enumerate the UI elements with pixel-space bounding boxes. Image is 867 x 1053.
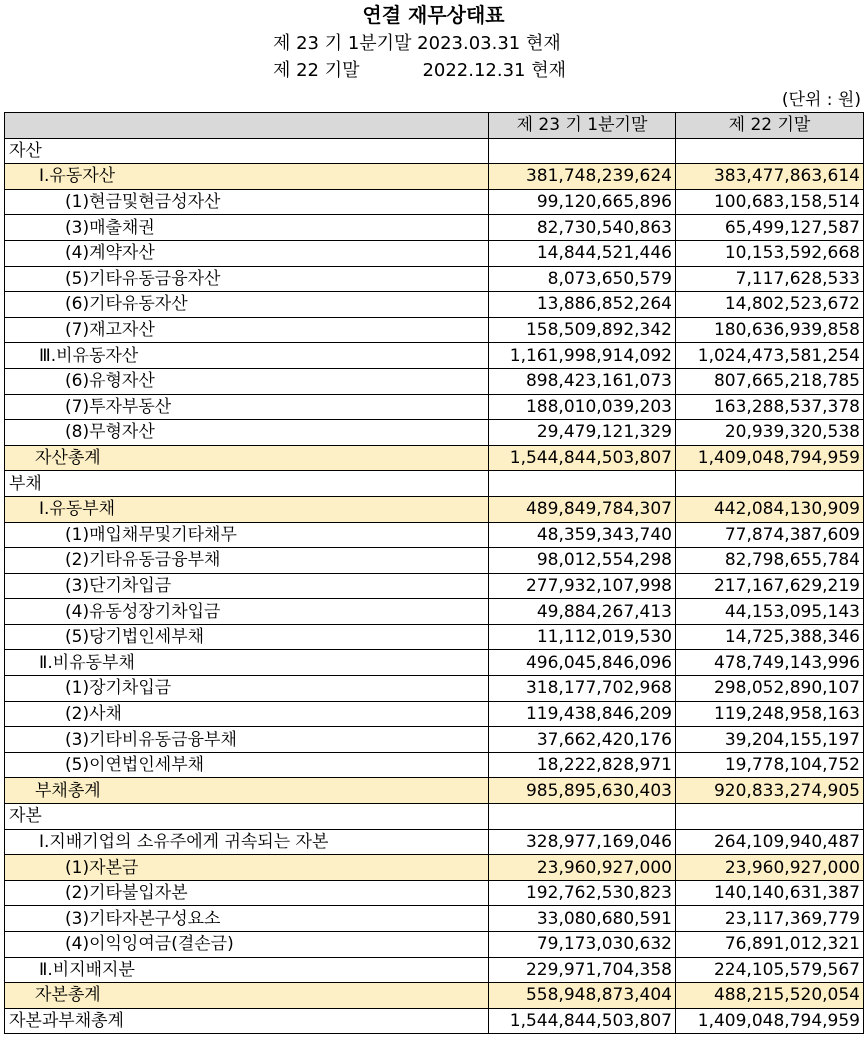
table-row [5, 138, 864, 164]
table-row [5, 829, 864, 855]
table-row [5, 368, 864, 394]
row-label: (3)기타비유동금융부채 [5, 727, 489, 753]
prior-period-value: 217,167,629,219 [676, 573, 864, 599]
row-label: Ⅰ.유동부채 [5, 496, 489, 522]
current-period-value: 1,161,998,914,092 [489, 343, 676, 369]
header-item [5, 113, 489, 139]
row-label: Ⅰ.지배기업의 소유주에게 귀속되는 자본 [5, 829, 489, 855]
prior-period-value: 1,024,473,581,254 [676, 343, 864, 369]
header-prior-period: 제 22 기말 [676, 113, 864, 139]
current-period-value: 898,423,161,073 [489, 368, 676, 394]
current-period-value: 82,730,540,863 [489, 215, 676, 241]
prior-period-value: 19,778,104,752 [676, 752, 864, 778]
table-header-row [5, 113, 864, 139]
table-row [5, 240, 864, 266]
table-row [5, 292, 864, 318]
prior-period-value: 20,939,320,538 [676, 420, 864, 446]
table-row [5, 420, 864, 446]
table-row [5, 624, 864, 650]
current-period-value [489, 138, 676, 164]
current-period-value: 558,948,873,404 [489, 983, 676, 1009]
row-label: (6)기타유동자산 [5, 292, 489, 318]
row-label: Ⅱ.비지배지분 [5, 957, 489, 983]
table-row [5, 701, 864, 727]
prior-period-value: 264,109,940,487 [676, 829, 864, 855]
prior-period-value: 119,248,958,163 [676, 701, 864, 727]
table-row [5, 804, 864, 830]
table-row [5, 676, 864, 702]
current-period-value: 1,544,844,503,807 [489, 1008, 676, 1034]
current-period-value: 29,479,121,329 [489, 420, 676, 446]
table-row [5, 471, 864, 497]
current-period-value: 99,120,665,896 [489, 189, 676, 215]
current-period-value: 13,886,852,264 [489, 292, 676, 318]
prior-period-value: 1,409,048,794,959 [676, 445, 864, 471]
prior-period-value: 298,052,890,107 [676, 676, 864, 702]
report-header [0, 0, 867, 112]
current-period-value: 328,977,169,046 [489, 829, 676, 855]
row-label: Ⅲ.비유동자산 [5, 343, 489, 369]
prior-period-value: 163,288,537,378 [676, 394, 864, 420]
current-period-value: 119,438,846,209 [489, 701, 676, 727]
prior-period-value: 39,204,155,197 [676, 727, 864, 753]
current-period-value: 8,073,650,579 [489, 266, 676, 292]
row-label: (5)이연법인세부채 [5, 752, 489, 778]
prior-period-value: 82,798,655,784 [676, 548, 864, 574]
row-label: 자본과부채총계 [5, 1008, 489, 1034]
current-period-value: 489,849,784,307 [489, 496, 676, 522]
table-row [5, 394, 864, 420]
table-row [5, 599, 864, 625]
table-row [5, 983, 864, 1009]
table-row [5, 778, 864, 804]
row-label: (8)무형자산 [5, 420, 489, 446]
current-period-value: 37,662,420,176 [489, 727, 676, 753]
current-period-value: 11,112,019,530 [489, 624, 676, 650]
current-period-value: 18,222,828,971 [489, 752, 676, 778]
prior-period-value: 77,874,387,609 [676, 522, 864, 548]
table-row [5, 189, 864, 215]
prior-period-value: 100,683,158,514 [676, 189, 864, 215]
row-label: (6)유형자산 [5, 368, 489, 394]
prior-period-value: 1,409,048,794,959 [676, 1008, 864, 1034]
table-row [5, 496, 864, 522]
table-row [5, 445, 864, 471]
current-period-value: 318,177,702,968 [489, 676, 676, 702]
table-row [5, 164, 864, 190]
row-label: Ⅰ.유동자산 [5, 164, 489, 190]
current-period-value: 33,080,680,591 [489, 906, 676, 932]
table-row [5, 752, 864, 778]
prior-period-value: 478,749,143,996 [676, 650, 864, 676]
table-row [5, 855, 864, 881]
prior-period-value [676, 471, 864, 497]
row-label: 자산총계 [5, 445, 489, 471]
prior-period-value: 383,477,863,614 [676, 164, 864, 190]
row-label: 자본 [5, 804, 489, 830]
current-period-value: 158,509,892,342 [489, 317, 676, 343]
row-label: 자본총계 [5, 983, 489, 1009]
row-label: (2)기타유동금융부채 [5, 548, 489, 574]
row-label: (5)기타유동금융자산 [5, 266, 489, 292]
current-period-value: 49,884,267,413 [489, 599, 676, 625]
prior-period-value: 23,117,369,779 [676, 906, 864, 932]
table-row [5, 957, 864, 983]
prior-period-value: 65,499,127,587 [676, 215, 864, 241]
current-period-value: 496,045,846,096 [489, 650, 676, 676]
row-label: (5)당기법인세부채 [5, 624, 489, 650]
header-current-period: 제 23 기 1분기말 [489, 113, 676, 139]
row-label: 부채총계 [5, 778, 489, 804]
row-label: 자산 [5, 138, 489, 164]
current-period-value: 98,012,554,298 [489, 548, 676, 574]
unit-label: (단위 : 원) [781, 90, 861, 110]
table-row [5, 650, 864, 676]
prior-period-value: 180,636,939,858 [676, 317, 864, 343]
row-label: (1)매입채무및기타채무 [5, 522, 489, 548]
prior-period-value [676, 804, 864, 830]
prior-period-value: 442,084,130,909 [676, 496, 864, 522]
prior-period-value: 140,140,631,387 [676, 880, 864, 906]
prior-period-value: 14,725,388,346 [676, 624, 864, 650]
current-period-value: 48,359,343,740 [489, 522, 676, 548]
current-period-value: 188,010,039,203 [489, 394, 676, 420]
period-prior: 제 22 기말 2022.12.31 현재 [273, 60, 567, 81]
prior-period-value: 488,215,520,054 [676, 983, 864, 1009]
table-body [5, 138, 864, 1034]
row-label: (1)장기차입금 [5, 676, 489, 702]
prior-period-value: 76,891,012,321 [676, 932, 864, 958]
row-label: (7)재고자산 [5, 317, 489, 343]
row-label: Ⅱ.비유동부채 [5, 650, 489, 676]
current-period-value: 229,971,704,358 [489, 957, 676, 983]
row-label: 부채 [5, 471, 489, 497]
current-period-value: 14,844,521,446 [489, 240, 676, 266]
prior-period-value: 14,802,523,672 [676, 292, 864, 318]
current-period-value: 277,932,107,998 [489, 573, 676, 599]
table-row [5, 215, 864, 241]
period-current: 제 23 기 1분기말 2023.03.31 현재 [273, 33, 561, 54]
current-period-value: 985,895,630,403 [489, 778, 676, 804]
balance-sheet-table [4, 112, 864, 1034]
prior-period-value: 807,665,218,785 [676, 368, 864, 394]
row-label: (1)자본금 [5, 855, 489, 881]
row-label: (2)기타불입자본 [5, 880, 489, 906]
row-label: (4)계약자산 [5, 240, 489, 266]
table-row [5, 343, 864, 369]
current-period-value: 79,173,030,632 [489, 932, 676, 958]
prior-period-value: 7,117,628,533 [676, 266, 864, 292]
table-row [5, 548, 864, 574]
row-label: (3)매출채권 [5, 215, 489, 241]
current-period-value [489, 804, 676, 830]
current-period-value: 1,544,844,503,807 [489, 445, 676, 471]
table-row [5, 266, 864, 292]
row-label: (4)이익잉여금(결손금) [5, 932, 489, 958]
row-label: (1)현금및현금성자산 [5, 189, 489, 215]
current-period-value: 192,762,530,823 [489, 880, 676, 906]
table-row [5, 880, 864, 906]
row-label: (3)단기차입금 [5, 573, 489, 599]
current-period-value [489, 471, 676, 497]
table-row [5, 906, 864, 932]
table-row [5, 932, 864, 958]
page-title: 연결 재무상태표 [362, 3, 505, 27]
row-label: (7)투자부동산 [5, 394, 489, 420]
prior-period-value: 23,960,927,000 [676, 855, 864, 881]
prior-period-value: 44,153,095,143 [676, 599, 864, 625]
current-period-value: 381,748,239,624 [489, 164, 676, 190]
prior-period-value: 224,105,579,567 [676, 957, 864, 983]
row-label: (2)사채 [5, 701, 489, 727]
prior-period-value: 10,153,592,668 [676, 240, 864, 266]
row-label: (3)기타자본구성요소 [5, 906, 489, 932]
table-row [5, 522, 864, 548]
table-row [5, 317, 864, 343]
current-period-value: 23,960,927,000 [489, 855, 676, 881]
prior-period-value: 920,833,274,905 [676, 778, 864, 804]
table-row [5, 727, 864, 753]
table-row [5, 573, 864, 599]
table-row [5, 1008, 864, 1034]
prior-period-value [676, 138, 864, 164]
row-label: (4)유동성장기차입금 [5, 599, 489, 625]
